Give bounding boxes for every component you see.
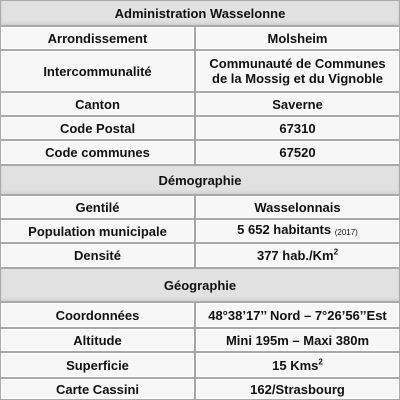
label-gentile: Gentilé	[0, 195, 195, 219]
value-intercommunalite-line1: Communauté de Communes	[209, 56, 386, 71]
section-header-demographie: Démographie	[0, 165, 400, 195]
label-carte-cassini: Carte Cassini	[0, 378, 195, 400]
label-densite: Densité	[0, 243, 195, 268]
value-arrondissement: Molsheim	[195, 26, 400, 50]
label-code-postal: Code Postal	[0, 116, 195, 140]
label-population: Population municipale	[0, 219, 195, 243]
densite-superscript: 2	[333, 247, 339, 257]
value-densite	[195, 243, 400, 268]
value-superficie	[195, 352, 400, 378]
label-arrondissement: Arrondissement	[0, 26, 195, 50]
label-altitude: Altitude	[0, 328, 195, 352]
superficie-value-text: 15 Kms	[272, 357, 319, 373]
label-intercommunalite: Intercommunalité	[0, 50, 195, 92]
value-canton: Saverne	[195, 92, 400, 116]
label-coordonnees: Coordonnées	[0, 302, 195, 328]
value-coordonnees: 48°38’17’’ Nord – 7°26’56’’Est	[195, 302, 400, 328]
population-year-note: (2017)	[334, 228, 358, 237]
section-header-geographie: Géographie	[0, 268, 400, 302]
superficie-superscript: 2	[318, 357, 323, 367]
value-code-postal: 67310	[195, 116, 400, 140]
value-code-communes: 67520	[195, 140, 400, 165]
value-population	[195, 219, 400, 243]
value-intercommunalite-line2: de la Mossig et du Vignoble	[212, 71, 383, 86]
label-superficie: Superficie	[0, 352, 195, 378]
value-carte-cassini: 162/Strasbourg	[195, 378, 400, 400]
value-altitude: Mini 195m – Maxi 380m	[195, 328, 400, 352]
value-intercommunalite	[195, 50, 400, 92]
population-value-text: 5 652 habitants	[237, 222, 332, 237]
label-code-communes: Code communes	[0, 140, 195, 165]
densite-value-text: 377 hab./Km	[256, 248, 334, 263]
value-gentile: Wasselonnais	[195, 195, 400, 219]
section-header-administration: Administration Wasselonne	[0, 0, 400, 26]
label-canton: Canton	[0, 92, 195, 116]
